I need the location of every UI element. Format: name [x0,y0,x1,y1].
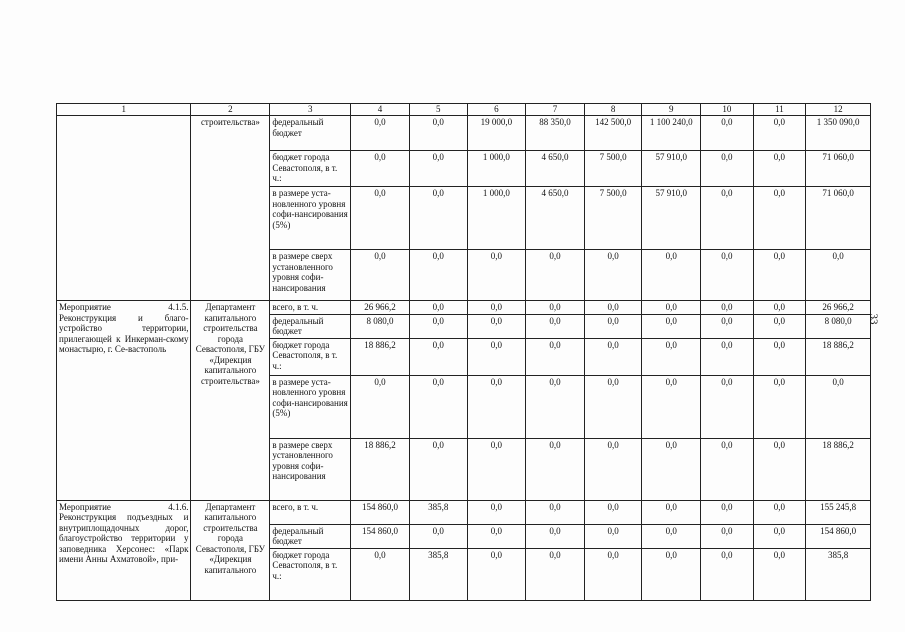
value-cell: 0,0 [467,250,526,301]
value-cell: 0,0 [409,375,467,438]
value-cell: 0,0 [584,375,642,438]
value-cell: 0,0 [526,548,585,600]
table-row [57,500,871,524]
value-cell: 18 886,2 [351,338,410,375]
value-cell: 0,0 [753,438,806,500]
header-cell: 3 [270,104,351,116]
value-cell: 7 500,0 [584,187,642,250]
measure-title-cell [57,116,191,301]
value-cell: 0,0 [753,524,806,548]
value-cell: 0,0 [806,250,871,301]
value-cell: 0,0 [642,250,701,301]
value-cell: 0,0 [467,314,526,338]
header-cell: 7 [526,104,585,116]
value-cell: 1 000,0 [467,187,526,250]
value-cell: 0,0 [584,314,642,338]
value-cell: 0,0 [584,338,642,375]
value-cell: 0,0 [467,338,526,375]
value-cell: 0,0 [753,314,806,338]
header-cell: 11 [753,104,806,116]
header-cell: 5 [409,104,467,116]
value-cell: 18 886,2 [351,438,410,500]
value-cell: 71 060,0 [806,151,871,187]
value-cell: 385,8 [409,500,467,524]
value-cell: 0,0 [409,187,467,250]
table-row [57,301,871,315]
value-cell: 0,0 [753,338,806,375]
executor-cell: Департамент капитального строительства города Севастополя, ГБУ «Дирекция капитального [191,500,270,600]
header-cell: 4 [351,104,410,116]
header-cell: 2 [191,104,270,116]
value-cell: 0,0 [584,250,642,301]
value-cell: 0,0 [584,438,642,500]
value-cell: 0,0 [526,438,585,500]
header-cell: 1 [57,104,191,116]
value-cell: 0,0 [753,116,806,151]
value-cell: 0,0 [753,250,806,301]
value-cell: 0,0 [753,500,806,524]
value-cell: 0,0 [806,375,871,438]
value-cell: 0,0 [351,187,410,250]
value-cell: 71 060,0 [806,187,871,250]
value-cell: 0,0 [351,151,410,187]
value-cell: 0,0 [526,524,585,548]
value-cell: 0,0 [701,151,754,187]
value-cell: 0,0 [526,301,585,315]
value-cell: 154 860,0 [351,500,410,524]
measure-title-cell: Мероприятие 4.1.6. Реконструкция подъездных и внутриплощадочных дорог, благоустройство территории у заповедника Херсонес: «Парк имени Анны Ахматовой», при- [57,500,191,600]
value-cell: 0,0 [409,314,467,338]
value-cell: 0,0 [642,375,701,438]
header-cell: 6 [467,104,526,116]
value-cell: 0,0 [351,375,410,438]
value-cell: 0,0 [753,187,806,250]
value-cell: 26 966,2 [806,301,871,315]
value-cell: 0,0 [409,151,467,187]
funding-source-cell: всего, в т. ч. [270,301,351,315]
value-cell: 0,0 [701,524,754,548]
funding-source-cell: федеральный бюджет [270,524,351,548]
value-cell: 57 910,0 [642,151,701,187]
value-cell: 0,0 [642,548,701,600]
value-cell: 19 000,0 [467,116,526,151]
header-cell: 12 [806,104,871,116]
value-cell: 0,0 [701,187,754,250]
value-cell: 0,0 [467,301,526,315]
value-cell: 0,0 [642,438,701,500]
value-cell: 0,0 [409,116,467,151]
value-cell: 0,0 [526,375,585,438]
value-cell: 0,0 [642,338,701,375]
value-cell: 0,0 [584,524,642,548]
value-cell: 18 886,2 [806,338,871,375]
value-cell: 0,0 [753,151,806,187]
value-cell: 88 350,0 [526,116,585,151]
value-cell: 154 860,0 [806,524,871,548]
value-cell: 0,0 [701,548,754,600]
funding-source-cell: бюджет города Севастополя, в т. ч.: [270,338,351,375]
value-cell: 0,0 [642,314,701,338]
value-cell: 142 500,0 [584,116,642,151]
value-cell: 0,0 [526,338,585,375]
value-cell: 0,0 [351,250,410,301]
value-cell: 155 245,8 [806,500,871,524]
executor-cell: строительства» [191,116,270,301]
funding-source-cell: бюджет города Севастополя, в т. ч.: [270,548,351,600]
value-cell: 0,0 [701,375,754,438]
funding-source-cell: в размере уста-новленного уровня софи-нансирования (5%) [270,187,351,250]
funding-source-cell: всего, в т. ч. [270,500,351,524]
funding-source-cell: бюджет города Севастополя, в т. ч.: [270,151,351,187]
value-cell: 1 350 090,0 [806,116,871,151]
value-cell: 1 100 240,0 [642,116,701,151]
value-cell: 0,0 [701,338,754,375]
value-cell: 385,8 [409,548,467,600]
value-cell: 0,0 [467,524,526,548]
value-cell: 0,0 [526,250,585,301]
value-cell: 0,0 [467,438,526,500]
value-cell: 0,0 [351,548,410,600]
budget-table [56,103,871,601]
header-row [57,104,871,116]
value-cell: 0,0 [753,301,806,315]
value-cell: 4 650,0 [526,151,585,187]
value-cell: 26 966,2 [351,301,410,315]
value-cell: 0,0 [753,375,806,438]
value-cell: 0,0 [701,314,754,338]
value-cell: 0,0 [642,500,701,524]
value-cell: 0,0 [701,116,754,151]
value-cell: 8 080,0 [806,314,871,338]
table-row [57,116,871,151]
header-cell: 10 [701,104,754,116]
value-cell: 0,0 [584,500,642,524]
value-cell: 154 860,0 [351,524,410,548]
value-cell: 0,0 [467,548,526,600]
value-cell: 0,0 [701,500,754,524]
funding-source-cell: в размере сверх установленного уровня софи-нансирования [270,438,351,500]
value-cell: 57 910,0 [642,187,701,250]
measure-title-cell: Мероприятие 4.1.5. Реконструкция и благо-устройство территории, прилегающей к Инкерман-скому монастырю, г. Се-вастополь [57,301,191,501]
value-cell: 0,0 [526,500,585,524]
header-cell: 8 [584,104,642,116]
value-cell: 0,0 [409,438,467,500]
funding-source-cell: федеральный бюджет [270,314,351,338]
value-cell: 0,0 [526,314,585,338]
funding-source-cell: в размере уста-новленного уровня софи-нансирования (5%) [270,375,351,438]
value-cell: 1 000,0 [467,151,526,187]
value-cell: 0,0 [467,500,526,524]
value-cell: 0,0 [409,301,467,315]
value-cell: 385,8 [806,548,871,600]
value-cell: 0,0 [753,548,806,600]
value-cell: 0,0 [701,301,754,315]
value-cell: 7 500,0 [584,151,642,187]
value-cell: 0,0 [584,301,642,315]
value-cell: 18 886,2 [806,438,871,500]
funding-source-cell: федеральный бюджет [270,116,351,151]
value-cell: 0,0 [409,524,467,548]
page-number: 33 [867,313,880,325]
value-cell: 0,0 [642,524,701,548]
value-cell: 0,0 [409,338,467,375]
value-cell: 0,0 [584,548,642,600]
value-cell: 0,0 [409,250,467,301]
funding-source-cell: в размере сверх установленного уровня софи-нансирования [270,250,351,301]
header-cell: 9 [642,104,701,116]
value-cell: 0,0 [701,250,754,301]
executor-cell: Департамент капитального строительства города Севастополя, ГБУ «Дирекция капитального строительства» [191,301,270,501]
value-cell: 4 650,0 [526,187,585,250]
value-cell: 0,0 [701,438,754,500]
value-cell: 0,0 [351,116,410,151]
value-cell: 0,0 [467,375,526,438]
value-cell: 0,0 [642,301,701,315]
value-cell: 8 080,0 [351,314,410,338]
